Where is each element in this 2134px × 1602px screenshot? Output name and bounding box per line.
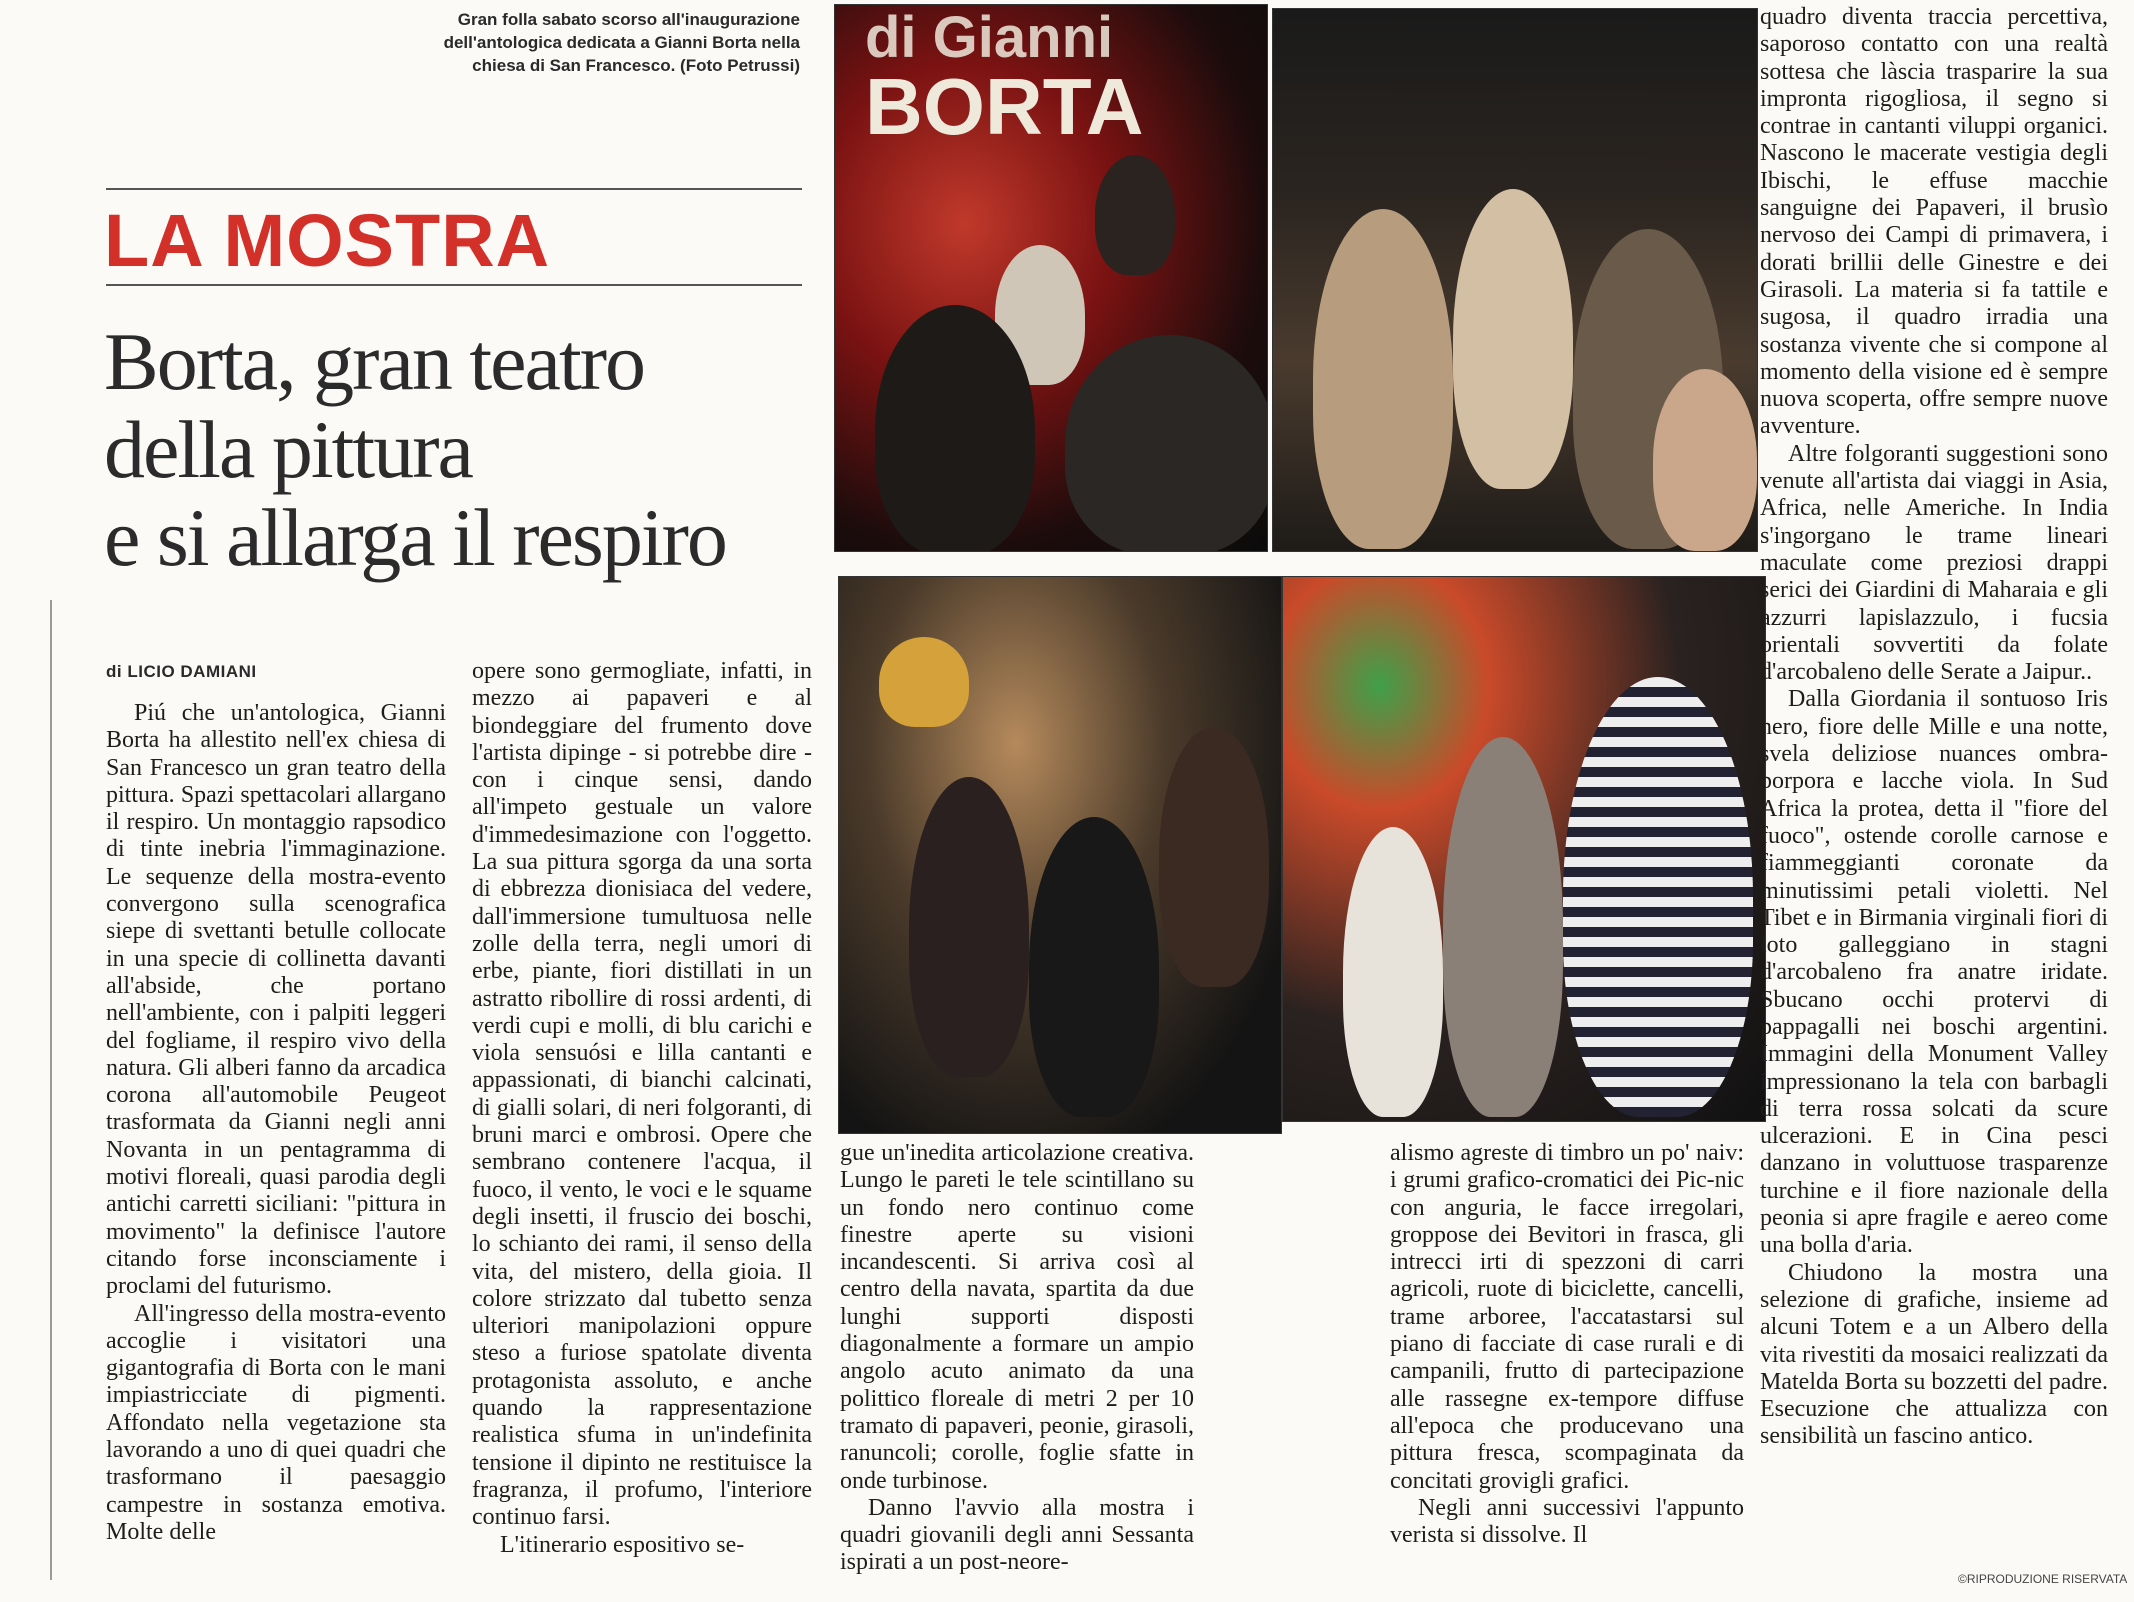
photo-visitors-flowers (838, 576, 1282, 1134)
kicker-rule-top (106, 188, 802, 190)
crowd-figure (909, 777, 1029, 1077)
banner-line-2: BORTA (865, 62, 1144, 151)
paragraph: L'itinerario espositivo se- (500, 1531, 745, 1558)
headline-line-1: Borta, gran teatro (104, 316, 645, 407)
flowers-painting (879, 637, 969, 727)
photo-banner-text (865, 5, 1144, 151)
copyright-notice: ©RIPRODUZIONE RISERVATA (1958, 1572, 2128, 1586)
crowd-figure (1065, 335, 1268, 552)
crowd-figure (1453, 189, 1573, 489)
paragraph: Altre folgoranti suggestioni sono venute all'artista dai viaggi in Asia, Africa, nelle Americhe. In India s'ingorgano le trame lineari maculate come preziosi drappi serici dei Giardini di Maharaia e gli azzurri lapislazzulo, i fucsia orientali sovvertiti da folate d'arcobaleno delle Serate a Jaipur.. (1760, 440, 2108, 686)
kicker-rule-bottom (106, 284, 802, 286)
headline-line-3: e si allarga il respiro (104, 492, 726, 583)
headline-line-2: della pittura (104, 404, 472, 495)
crowd-figure (1653, 369, 1757, 551)
paragraph: Chiudono la mostra una selezione di grafiche, insieme ad alcuni Totem e a un Albero della vita rivestiti da mosaici realizzati da Matelda Borta su bozzetti del padre. Esecuzione che attualizza con sensibilità un fascino antico. (1760, 1259, 2108, 1450)
article-headline (104, 318, 824, 582)
banner-line-1: di Gianni (865, 5, 1114, 70)
article-column-1 (106, 700, 446, 1546)
crowd-figure (1095, 155, 1175, 275)
article-column-5 (1760, 4, 2108, 1451)
paragraph: Dalla Giordania il sontuoso Iris nero, fiore delle Mille e una notte, svela deliziose nuances ombra-porpora e lacche viola. In Sud Africa la protea, detta il "fiore del fuoco", ostende corolle carnose e fiammeggianti coronate da minutissimi petali violetti. Nel Tibet e in Birmania virginali fiori di loto galleggiano in stagni d'arcobaleno fra anatre iridate. Sbucano occhi protervi di pappagalli nei boschi argentini. Immagini della Monument Valley impressionano la tela con barbagli di terra rossa solcati da scure ulcerazioni. E in Cina pesci danzano in voluttuose trasparenze turchine e il fiore nazionale della peonia si apre fragile e aereo come una bolla d'aria. (1760, 686, 2108, 1259)
section-kicker: LA MOSTRA (104, 199, 551, 282)
paragraph: Danno l'avvio alla mostra i quadri giovanili degli anni Sessanta ispirati a un post-neore- (840, 1494, 1194, 1576)
crowd-figure (875, 305, 1035, 552)
crowd-figure (1159, 727, 1269, 987)
paragraph: All'ingresso della mostra-evento accoglie i visitatori una gigantografia di Borta con le mani impiastricciate di pigmenti. Affondato nella vegetazione sta lavorando a uno di quei quadri che trasformano il paesaggio campestre in sostanza emotiva. Molte delle (106, 1300, 446, 1545)
byline: di LICIO DAMIANI (106, 662, 257, 681)
crowd-figure (1343, 827, 1443, 1117)
article-column-4 (1390, 1140, 1744, 1549)
crowd-figure (1029, 817, 1159, 1117)
photo-exhibition-entrance (834, 4, 1268, 552)
photo-caption: Gran folla sabato scorso all'inaugurazione dell'antologica dedicata a Gianni Borta nella chiesa di San Francesco. (Foto Petrussi) (443, 10, 800, 75)
paragraph: Negli anni successivi l'appunto verista si dissolve. Il (1390, 1494, 1744, 1549)
crowd-figure (1313, 209, 1453, 549)
paragraph: alismo agreste di timbro un po' naiv: i grumi grafico-cromatici dei Pic-nic con anguria, le facce irregolari, groppose dei Bevitori in frasca, gli intrecci irti di spezzoni di carri agricoli, ruote di biciclette, cancelli, trame arboree, l'accatastarsi sul piano di facciate di case rurali e di campanili, frutto di partecipazione alle rassegne ex-tempore diffuse all'epoca che producevano una pittura fresca, scompaginata da concitati grovigli grafici. (1390, 1140, 1744, 1494)
crowd-figure (1443, 737, 1563, 1117)
paragraph: gue un'inedita articolazione creativa. Lungo le pareti le tele scintillano su un fondo nero continuo come finestre aperte su visioni incandescenti. Si arriva così al centro della navata, spartita da due lunghi supporti disposti diagonalmente a formare un ampio angolo acuto animato da una polittico floreale di metri 2 per 10 tramato di papaveri, peonie, girasoli, ranuncoli; corolle, foglie sfatte in onde turbinose. (840, 1140, 1194, 1494)
article-column-3 (840, 1140, 1194, 1577)
photo-ladies-by-painting (1282, 576, 1766, 1122)
crowd-figure (1563, 677, 1753, 1117)
paragraph: opere sono germogliate, infatti, in mezzo ai papaveri e al biondeggiare del frumento dove l'artista dipinge - si potrebbe dire - con i cinque sensi, dando all'impeto gestuale un valore d'immedesimazione con l'oggetto. La sua pittura sgorga da una sorta di ebbrezza dionisiaca del vedere, dall'immersione tumultuosa nelle zolle della terra, negli umori di erbe, piante, fiori distillati in un astratto ribollire di rossi ardenti, di verdi cupi e molli, di blu carichi e viola sensuósi e lilla cantanti e appassionati, di bianchi calcinati, di gialli solari, di neri folgoranti, di bruni marci e ombrosi. Opere che sembrano contenere l'acqua, il fuoco, il vento, le voci e le squame degli insetti, il fruscio dei boschi, lo schianto dei rami, il senso della vita, del mistero, della gioia. Il colore strizzato dal tubetto senza ulteriori manipolazioni oppure steso a furiose spatolate diventa protagonista assoluto, e anche quando la rappresentazione realistica sfuma in un'indefinita tensione il dipinto ne restituisce la fragranza, il profumo, l'interiore continuo farsi. (472, 658, 812, 1531)
article-column-2 (472, 658, 812, 1559)
paragraph: quadro diventa traccia percettiva, saporoso contatto con una realtà sottesa che làscia trasparire la sua impronta rigogliosa, il segno si contrae in cantanti viluppi organici. Nascono le macerate vestigia degli Ibischi, le effuse macchie sanguigne dei Papaveri, il brusìo nervoso dei Campi di primavera, i dorati brillii delle Ginestre e dei Girasoli. La materia si fa tattile e sugosa, il quadro irradia una sostanza vivente che si compone al momento della visione ed è sempre nuova scoperta, offre sempre nuove avventure. (1760, 4, 2108, 440)
side-rule (50, 600, 52, 1580)
photo-crowd-visitors (1272, 8, 1758, 552)
paragraph: Piú che un'antologica, Gianni Borta ha allestito nell'ex chiesa di San Francesco un gran teatro della pittura. Spazi spettacolari allargano il respiro. Un montaggio rapsodico di tinte inebria l'immaginazione. Le sequenze della mostra-evento convergono sulla scenografica siepe di svettanti betulle collocate in una specie di collinetta davanti all'abside, che portano nell'ambiente, con i palpiti leggeri del fogliame, il respiro vivo della natura. Gli alberi fanno da arcadica corona all'automobile Peugeot trasformata da Gianni negli anni Novanta in un pentagramma di motivi floreali, quasi parodia degli antichi carretti siciliani: "pittura in movimento" la definisce l'autore citando forse inconsciamente i proclami del futurismo. (106, 700, 446, 1300)
